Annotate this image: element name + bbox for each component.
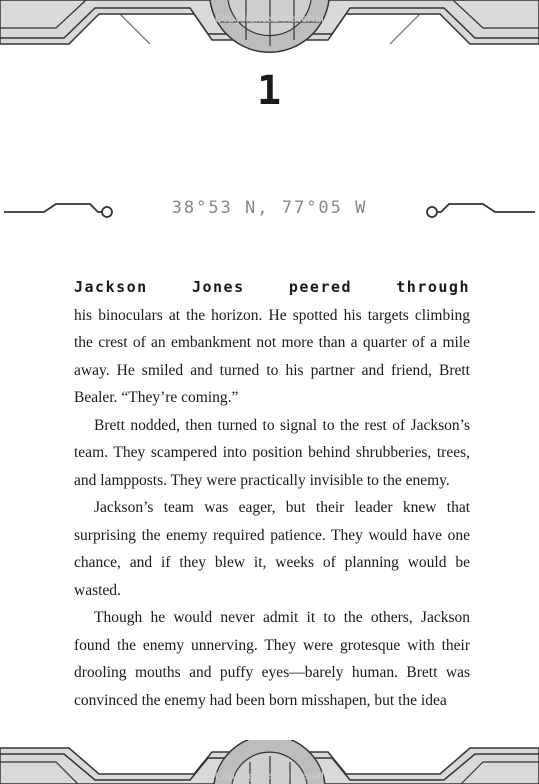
watermark-top: Copyrighted Material <box>214 14 325 25</box>
paragraph-1 <box>74 274 470 412</box>
chapter-number: 1 <box>256 68 283 114</box>
coordinates-row <box>0 196 539 226</box>
chapter-body <box>74 274 470 714</box>
frame-top-graphic <box>0 0 539 56</box>
paragraph-2: Brett nodded, then turned to signal to the rest of Jackson’s team. They scampered into position behind shrubberies, trees, and lampposts. They were practically invisible to the enemy. <box>74 416 470 489</box>
chapter-coordinates: 38°53 N, 77°05 W <box>171 198 368 218</box>
tech-frame-bottom <box>0 740 539 784</box>
tech-frame-top <box>0 0 539 56</box>
opening-line: Jackson Jones peered through <box>74 278 470 296</box>
circuit-line-right-icon <box>425 198 535 222</box>
paragraph-3: Jackson’s team was eager, but their leader knew that surprising the enemy required patience. They would have one chance, and if they blew it, weeks of planning would be wasted. <box>74 499 470 599</box>
paragraph-4: Though he would never admit it to the others, Jackson found the enemy unnerving. They were grotesque with their drooling mouths and puffy eyes—barely human. Brett was convinced the enemy had been born misshapen, but the idea <box>74 609 470 709</box>
watermark-bottom: Copyrighted Material <box>214 771 325 782</box>
paragraph-1-text: his binoculars at the horizon. He spotted his targets climbing the crest of an embankment not more than a quarter of a mile away. He smiled and turned to his partner and friend, Brett Bealer. “They’re coming.” <box>74 306 470 406</box>
